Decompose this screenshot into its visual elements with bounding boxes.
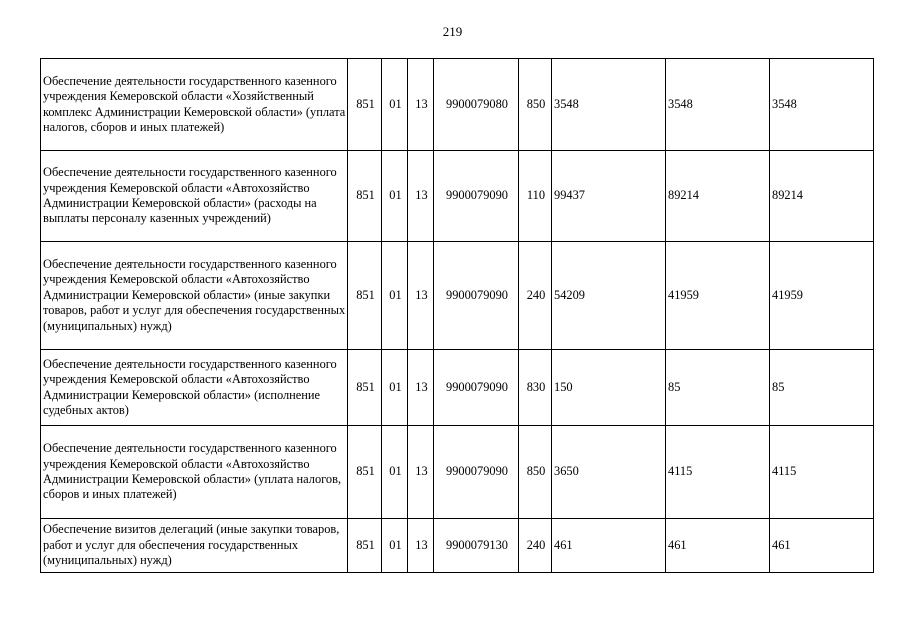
- row-description: Обеспечение деятельности государственного казенного учреждения Кемеровской области «Автохозяйство Администрации Кемеровской области» (уплата налогов, сборов и иных платежей): [41, 426, 348, 519]
- amount-year-3: 41959: [770, 242, 874, 350]
- amount-year-3: 85: [770, 350, 874, 426]
- expense-type-code: 240: [519, 519, 552, 573]
- ministry-code: 851: [348, 151, 382, 242]
- amount-year-3: 3548: [770, 59, 874, 151]
- amount-year-1: 3650: [552, 426, 666, 519]
- subsection-code: 13: [408, 426, 434, 519]
- amount-year-2: 89214: [666, 151, 770, 242]
- target-article-code: 9900079080: [434, 59, 519, 151]
- row-description: Обеспечение деятельности государственного казенного учреждения Кемеровской области «Хозяйственный комплекс Администрации Кемеровской области» (уплата налогов, сборов и иных платежей): [41, 59, 348, 151]
- section-code: 01: [382, 350, 408, 426]
- section-code: 01: [382, 426, 408, 519]
- ministry-code: 851: [348, 426, 382, 519]
- subsection-code: 13: [408, 350, 434, 426]
- section-code: 01: [382, 151, 408, 242]
- amount-year-2: 4115: [666, 426, 770, 519]
- amount-year-3: 89214: [770, 151, 874, 242]
- ministry-code: 851: [348, 519, 382, 573]
- ministry-code: 851: [348, 59, 382, 151]
- ministry-code: 851: [348, 242, 382, 350]
- row-description: Обеспечение деятельности государственного казенного учреждения Кемеровской области «Автохозяйство Администрации Кемеровской области» (иные закупки товаров, работ и услуг для обеспечения государственных (муниципальных) нужд): [41, 242, 348, 350]
- table-row: [41, 151, 874, 242]
- target-article-code: 9900079130: [434, 519, 519, 573]
- ministry-code: 851: [348, 350, 382, 426]
- table-row: [41, 519, 874, 573]
- subsection-code: 13: [408, 59, 434, 151]
- target-article-code: 9900079090: [434, 350, 519, 426]
- expense-type-code: 850: [519, 59, 552, 151]
- table-row: [41, 350, 874, 426]
- section-code: 01: [382, 519, 408, 573]
- amount-year-2: 3548: [666, 59, 770, 151]
- row-description: Обеспечение визитов делегаций (иные закупки товаров, работ и услуг для обеспечения государственных (муниципальных) нужд): [41, 519, 348, 573]
- expense-type-code: 830: [519, 350, 552, 426]
- subsection-code: 13: [408, 242, 434, 350]
- row-description: Обеспечение деятельности государственного казенного учреждения Кемеровской области «Автохозяйство Администрации Кемеровской области» (расходы на выплаты персоналу казенных учреждений): [41, 151, 348, 242]
- amount-year-2: 461: [666, 519, 770, 573]
- table-row: [41, 242, 874, 350]
- amount-year-1: 461: [552, 519, 666, 573]
- amount-year-1: 3548: [552, 59, 666, 151]
- target-article-code: 9900079090: [434, 242, 519, 350]
- row-description: Обеспечение деятельности государственного казенного учреждения Кемеровской области «Автохозяйство Администрации Кемеровской области» (исполнение судебных актов): [41, 350, 348, 426]
- amount-year-2: 85: [666, 350, 770, 426]
- amount-year-1: 150: [552, 350, 666, 426]
- amount-year-1: 54209: [552, 242, 666, 350]
- subsection-code: 13: [408, 519, 434, 573]
- table-row: [41, 426, 874, 519]
- amount-year-2: 41959: [666, 242, 770, 350]
- expense-type-code: 110: [519, 151, 552, 242]
- expense-type-code: 240: [519, 242, 552, 350]
- amount-year-3: 4115: [770, 426, 874, 519]
- budget-table: [40, 58, 874, 573]
- page-number: 219: [442, 24, 463, 39]
- amount-year-1: 99437: [552, 151, 666, 242]
- amount-year-3: 461: [770, 519, 874, 573]
- target-article-code: 9900079090: [434, 426, 519, 519]
- target-article-code: 9900079090: [434, 151, 519, 242]
- section-code: 01: [382, 242, 408, 350]
- subsection-code: 13: [408, 151, 434, 242]
- table-row: [41, 59, 874, 151]
- expense-type-code: 850: [519, 426, 552, 519]
- section-code: 01: [382, 59, 408, 151]
